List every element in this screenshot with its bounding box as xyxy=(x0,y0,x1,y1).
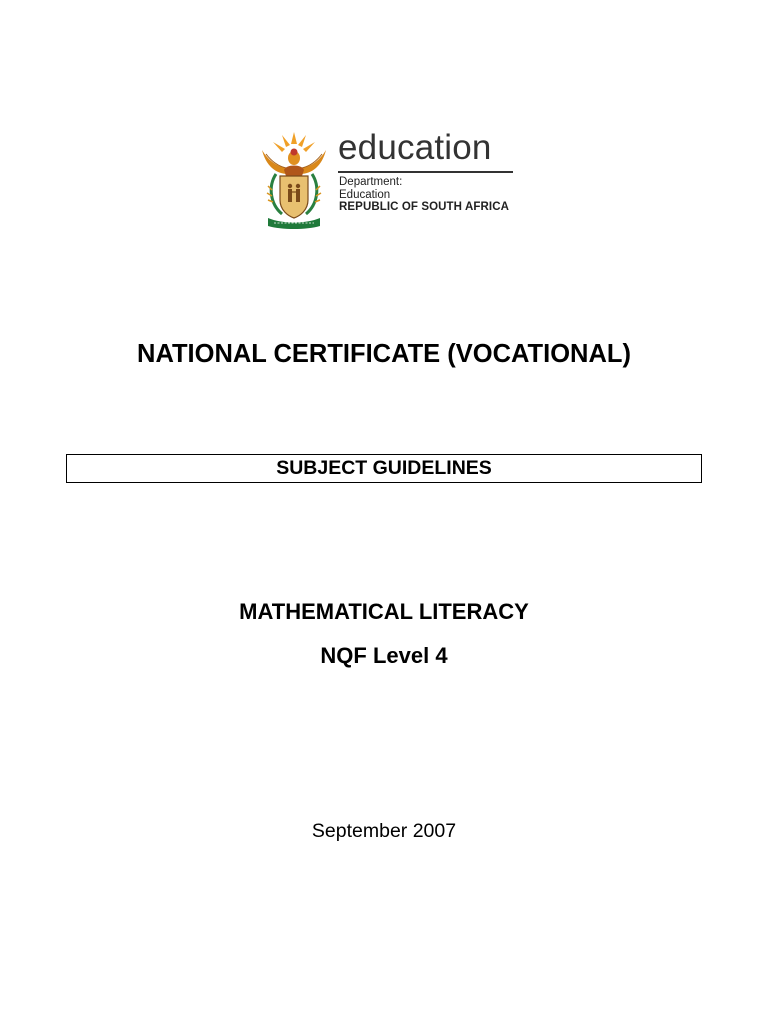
logo-wordmark: education xyxy=(338,128,492,167)
subject-guidelines-box xyxy=(66,454,702,483)
republic-label: REPUBLIC OF SOUTH AFRICA xyxy=(339,201,509,213)
department-name xyxy=(339,176,509,214)
nqf-level: NQF Level 4 xyxy=(320,643,448,668)
publication-date: September 2007 xyxy=(311,820,457,842)
subject-guidelines-heading: SUBJECT GUIDELINES xyxy=(276,457,492,479)
department-education-label: Education xyxy=(339,188,391,201)
logo-divider xyxy=(338,171,513,173)
department-label: Department: xyxy=(339,176,403,188)
document-title: NATIONAL CERTIFICATE (VOCATIONAL) xyxy=(137,340,631,368)
department-logo xyxy=(244,112,526,230)
coat-of-arms-icon xyxy=(258,130,330,230)
subject-name: MATHEMATICAL LITERACY xyxy=(239,599,529,624)
